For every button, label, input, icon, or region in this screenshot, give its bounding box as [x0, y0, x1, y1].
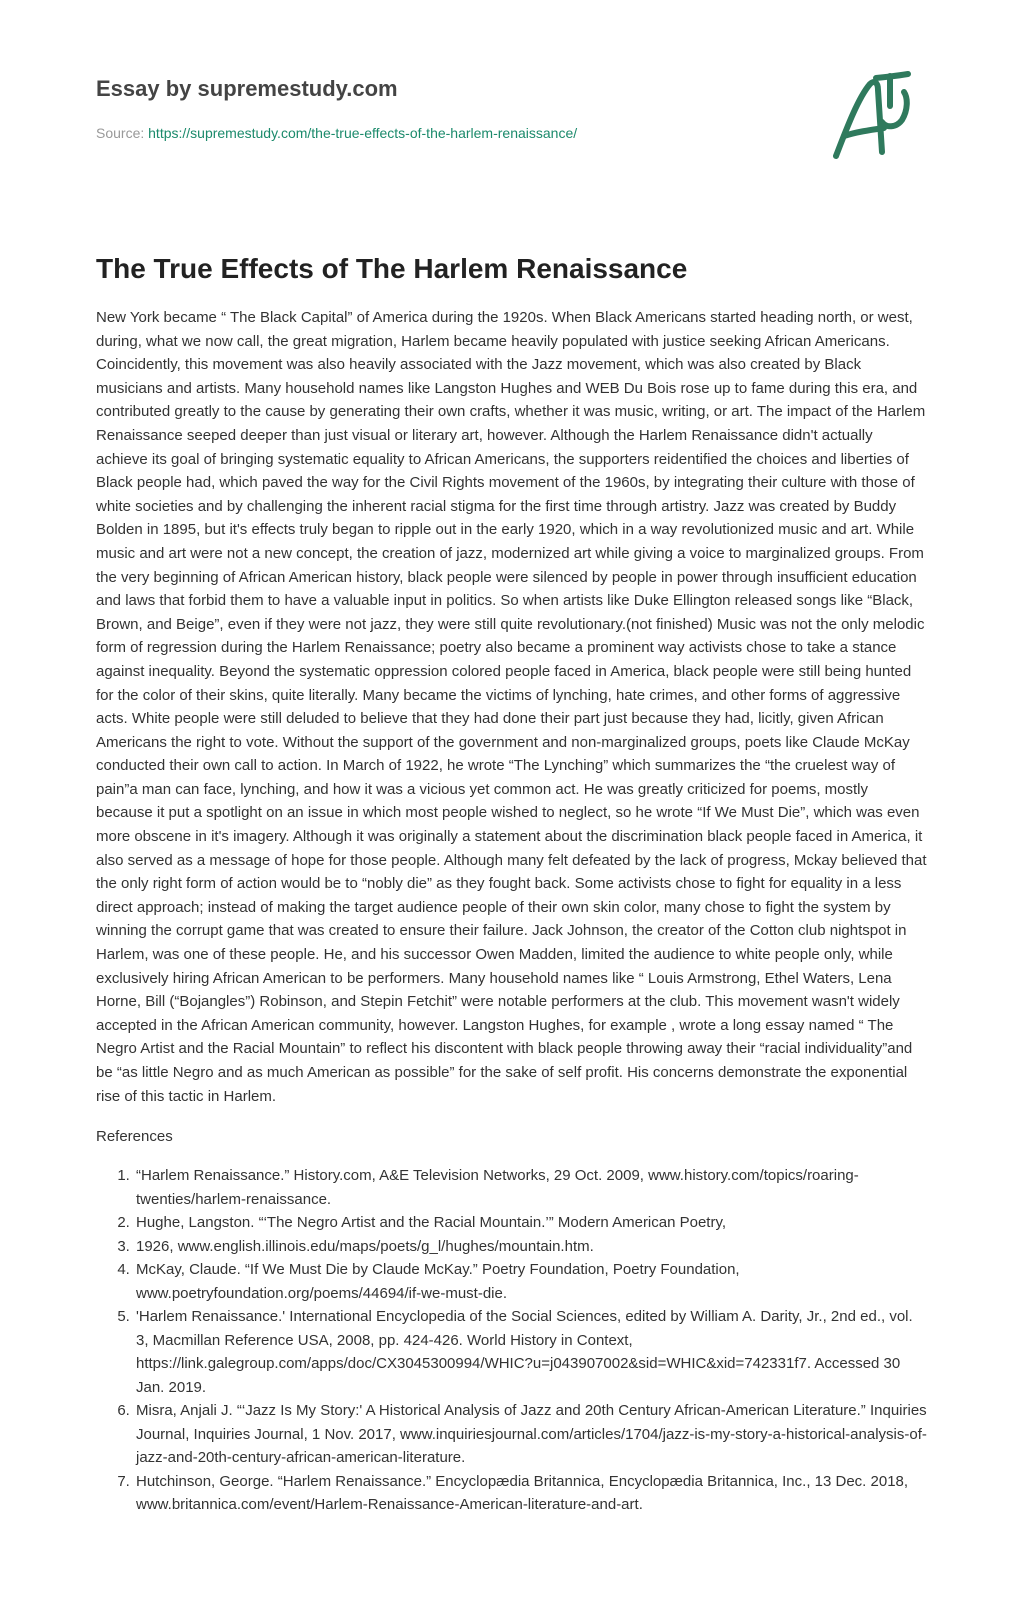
source-line: [96, 124, 796, 142]
references-list: [96, 1164, 928, 1517]
source-link[interactable]: https://supremestudy.com/the-true-effects-of-the-harlem-renaissance/: [148, 125, 578, 141]
reference-item: 3. 1926, www.english.illinois.edu/maps/poets/g_l/hughes/mountain.htm.: [134, 1235, 928, 1259]
site-title: Essay by supremestudy.com: [96, 76, 398, 101]
source-label: Source:: [96, 125, 149, 141]
article-body: New York became “ The Black Capital” of America during the 1920s. When Black Americans started heading north, or west, during, what we now call, the great migration, Harlem became heavily populated with justice seeking African Americans. Coincidently, this movement was also heavily associated with the Jazz movement, which was also created by Black musicians and artists. Many household names like Langston Hughes and WEB Du Bois rose up to fame during this era, and contributed greatly to the cause by generating their own crafts, whether it was music, writing, or art. The impact of the Harlem Renaissance seeped deeper than just visual or literary art, however. Although the Harlem Renaissance didn't actually achieve its goal of bringing systematic equality to African Americans, the supporters reidentified the choices and liberties of Black people had, which paved the way for the Civil Rights movement of the 1960s, by integrating their culture with those of white societies and by challenging the inherent racial stigma for the first time through artistry. Jazz was created by Buddy Bolden in 1895, but it's effects truly began to ripple out in the early 1920, which in a way revolutionized music and art. While music and art were not a new concept, the creation of jazz, modernized art while giving a voice to marginalized groups. From the very beginning of African American history, black people were silenced by people in power through insufficient education and laws that forbid them to have a valuable input in politics. So when artists like Duke Ellington released songs like “Black, Brown, and Beige”, even if they were not jazz, they were still quite revolutionary.(not finished) Music was not the only melodic form of regression during the Harlem Renaissance; poetry also became a prominent way activists chose to take a stance against inequality. Beyond the systematic oppression colored people faced in America, black people were still being hunted for the color of their skins, quite literally. Many became the victims of lynching, hate crimes, and other forms of aggressive acts. White people were still deluded to believe that they had done their part just because they had, licitly, given African Americans the right to vote. Without the support of the government and non-marginalized groups, poets like Claude McKay conducted their own call to action. In March of 1922, he wrote “The Lynching” which summarizes the “the cruelest way of pain”a man can face, lynching, and how it was a vicious yet common act. He was greatly criticized for poems, mostly because it put a spotlight on an issue in which most people wished to neglect, so he wrote “If We Must Die”, which was even more obscene in it's imagery. Although it was originally a statement about the discrimination black people faced in America, it also served as a message of hope for those people. Although many felt defeated by the lack of progress, Mckay believed that the only right form of action would be to “nobly die” as they fought back. Some activists chose to fight for equality in a less direct approach; instead of making the target audience people of their own skin color, many chose to fight the system by winning the corrupt game that was created to ensure their failure. Jack Johnson, the creator of the Cotton club nightspot in Harlem, was one of these people. He, and his successor Owen Madden, limited the audience to white people only, while exclusively hiring African American to be performers. Many household names like “ Louis Armstrong, Ethel Waters, Lena Horne, Bill (“Bojangles”) Robinson, and Stepin Fetchit” were notable performers at the club. This movement wasn't widely accepted in the African American community, however. Langston Hughes, for example , wrote a long essay named “ The Negro Artist and the Racial Mountain” to reflect his discontent with black people throwing away their “racial individuality”and be “as little Negro and as much American as possible” for the sake of self profit. His concerns demonstrate the exponential rise of this tactic in Harlem.: [96, 309, 927, 1105]
reference-item: 7. Hutchinson, George. “Harlem Renaissance.” Encyclopædia Britannica, Encyclopædia Britannica, Inc., 13 Dec. 2018, www.britannica.com/event/Harlem-Renaissance-American-literature-and-art.: [134, 1470, 928, 1517]
reference-item: 4. McKay, Claude. “If We Must Die by Claude McKay.” Poetry Foundation, Poetry Foundation, www.poetryfoundation.org/poems/44694/if-we-must-die.: [134, 1258, 928, 1305]
article-title: The True Effects of The Harlem Renaissance: [96, 253, 688, 284]
reference-item: 1. “Harlem Renaissance.” History.com, A&E Television Networks, 29 Oct. 2009, www.history.com/topics/roaring-twenties/harlem-renaissance.: [134, 1164, 928, 1211]
a-plus-logo-icon: [824, 40, 934, 170]
article: [96, 252, 928, 1517]
references-heading: References: [96, 1128, 173, 1146]
page-header: [96, 76, 796, 142]
reference-item: 6. Misra, Anjali J. “‘Jazz Is My Story:' A Historical Analysis of Jazz and 20th Century African-American Literature.” Inquiries Journal, Inquiries Journal, 1 Nov. 2017, www.inquiriesjournal.com/articles/1704/jazz-is-my-story-a-historical-analysis-of-jazz-and-20th-century-african-american-literature.: [134, 1399, 928, 1470]
reference-item: 2. Hughe, Langston. “‘The Negro Artist and the Racial Mountain.’” Modern American Poetry,: [134, 1211, 928, 1235]
reference-item: 5. 'Harlem Renaissance.' International Encyclopedia of the Social Sciences, edited by William A. Darity, Jr., 2nd ed., vol. 3, Macmillan Reference USA, 2008, pp. 424-426. World History in Context, https://link.galegroup.com/apps/doc/CX3045300994/WHIC?u=j043907002&sid=WHIC&xid=742331f7. Accessed 30 Jan. 2019.: [134, 1305, 928, 1399]
